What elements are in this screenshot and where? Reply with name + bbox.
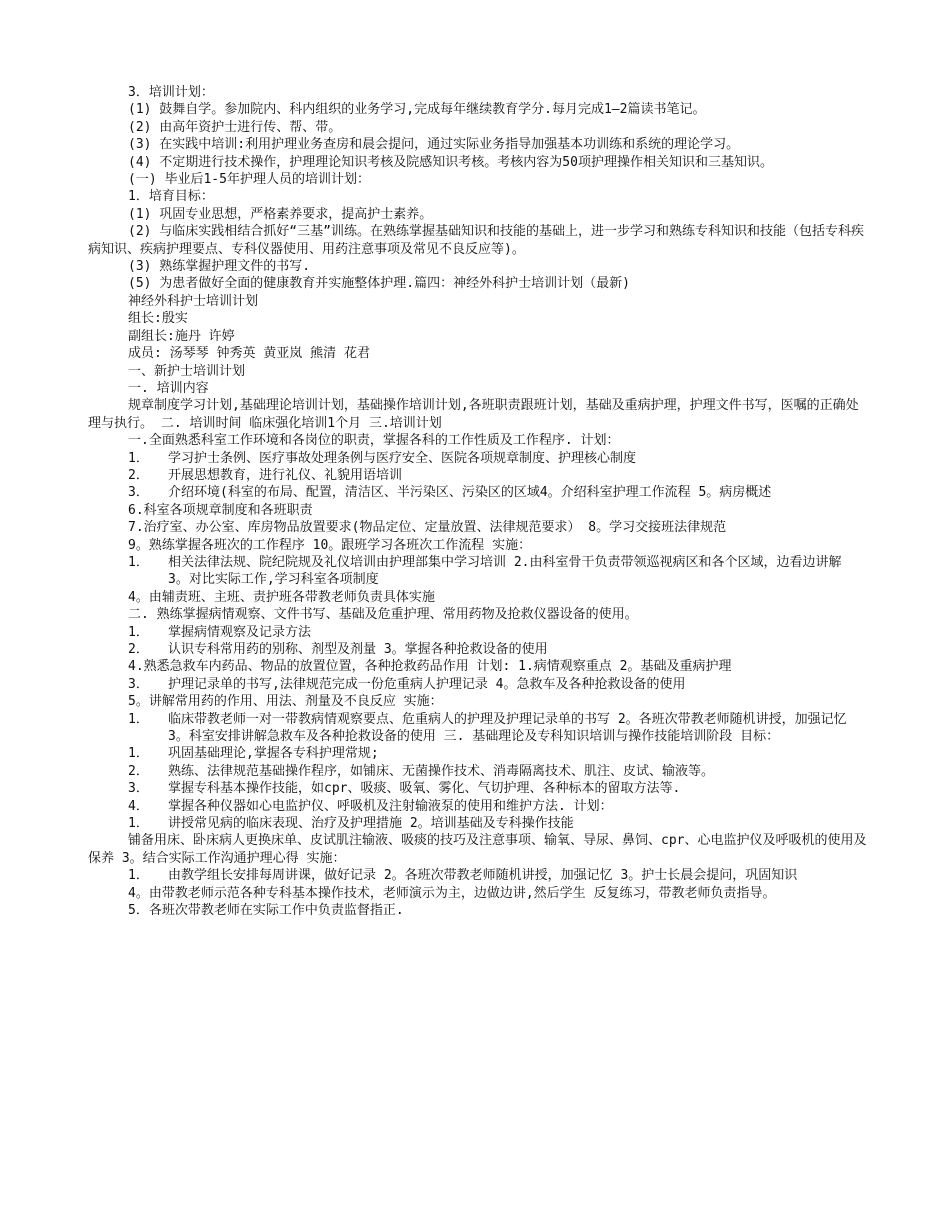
list-item-number: 1．: [128, 554, 149, 570]
paragraph: (2) 由高年资护士进行传、帮、带。: [128, 119, 342, 135]
paragraph: (一) 毕业后1-5年护理人员的培训计划：: [128, 172, 370, 188]
paragraph: (5) 为患者做好全面的健康教育并实施整体护理.篇四：神经外科护士培训计划（最新): [128, 276, 630, 292]
list-item-number: 2．: [128, 642, 149, 657]
list-item-text: 熟练、法律规范基础操作程序，如铺床、无菌操作技术、消毒隔离技术、肌注、皮试、输液等。: [168, 763, 715, 779]
list-item-text: 开展思想教育，进行礼仪、礼貌用语培训: [168, 467, 403, 483]
list-item-text: 护理记录单的书写,法律规范完成一份危重病人护理记录 4。急救车及各种抢救设备的使用: [168, 676, 686, 692]
paragraph: 5．各班次带教老师在实际工作中负责监督指正.: [128, 903, 404, 919]
list-item-number: 1．: [128, 711, 149, 727]
list-item: [88, 450, 868, 467]
paragraph: (2) 与临床实践相结合抓好“三基”训练。在熟练掌握基础知识和技能的基础上，进一步学习和熟练专科知识和技能（包括专科疾病知识、疾病护理要点、专科仪器使用、用药注意事项及常见不良反应等)。: [88, 224, 864, 257]
list-item-text: 掌握专科基本操作技能，如cpr、吸痰、吸氧、雾化、气切护理、各种标本的留取方法等.: [168, 781, 681, 797]
list-item-text: 掌握各种仪器如心电监护仪、呼吸机及注射输液泵的使用和维护方法. 计划：: [168, 798, 613, 814]
paragraph: (1) 鼓舞自学。参加院内、科内组织的业务学习,完成每年继续教育学分.每月完成1—2篇读书笔记。: [128, 102, 706, 118]
list-item-number: 1．: [128, 816, 149, 832]
list-item: [88, 554, 868, 589]
paragraph: 副组长:施丹 许婷: [128, 328, 235, 344]
list-item-number: 3．: [128, 485, 149, 501]
paragraph: (4) 不定期进行技术操作，护理理论知识考核及院感知识考核。考核内容为50项护理操作相关知识和三基知识。: [128, 154, 773, 170]
list-item-number: 1．: [128, 746, 149, 762]
list-item-number: 1．: [128, 868, 149, 884]
list-item-number: 1．: [128, 450, 149, 466]
paragraph: 一. 培训内容: [128, 380, 209, 396]
list-item-number: 3．: [128, 676, 149, 692]
list-item: [88, 467, 868, 484]
paragraph: 1．培育目标：: [128, 189, 214, 205]
list-item-text: 介绍环境(科室的布局、配置，清洁区、半污染区、污染区的区域4。介绍科室护理工作流程 5。病房概述: [168, 485, 772, 501]
paragraph: 5。讲解常用药的作用、用法、剂量及不良反应 实施：: [128, 694, 443, 710]
paragraph: 一.全面熟悉科室工作环境和各岗位的职责，掌握各科的工作性质及工作程序. 计划：: [128, 433, 620, 449]
list-item-number: 1．: [128, 624, 149, 640]
list-item: [88, 780, 868, 797]
paragraph: 组长:殷实: [128, 311, 188, 327]
paragraph: 神经外科护士培训计划: [128, 293, 259, 309]
list-item-text: 讲授常见病的临床表现、治疗及护理措施 2。培训基础及专科操作技能: [168, 816, 574, 832]
list-item-text: 临床带教老师一对一带教病情观察要点、危重病人的护理及护理记录单的书写 2。各班次带教老师随机讲授，加强记忆 3。科室安排讲解急救车及各种抢救设备的使用 三. 基础理论及专科知识培训与操作技能培训阶段 目标：: [168, 711, 847, 745]
paragraph: 4。由辅责班、主班、责护班各带教老师负责具体实施: [128, 589, 435, 605]
paragraph: (1) 巩固专业思想，严格素养要求，提高护士素养。: [128, 206, 433, 222]
paragraph: (3) 在实践中培训:利用护理业务查房和晨会提问，通过实际业务指导加强基本功训练和系统的理论学习。: [128, 137, 740, 153]
paragraph: 4。由带教老师示范各种专科基本操作技术，老师演示为主，边做边讲,然后学生 反复练习，带教老师负责指导。: [128, 885, 776, 901]
list-item: [88, 711, 868, 746]
list-item: [88, 763, 868, 780]
list-item-number: 2．: [128, 467, 149, 483]
list-item: [88, 641, 868, 658]
list-item: [88, 798, 868, 815]
list-item: [88, 484, 868, 501]
list-item: [88, 867, 868, 884]
paragraph: 4.熟悉急救车内药品、物品的放置位置，各种抢救药品作用 计划: 1.病情观察重点 2。基础及重病护理: [128, 659, 732, 675]
list-item-number: 4．: [128, 798, 149, 814]
paragraph: 9。熟练掌握各班次的工作程序 10。跟班学习各班次工作流程 实施：: [128, 537, 532, 553]
document-body: [88, 84, 868, 920]
list-item-number: 2．: [128, 763, 149, 779]
paragraph: (3) 熟练掌握护理文件的书写.: [128, 259, 311, 275]
paragraph: 铺备用床、卧床病人更换床单、皮试肌注输液、吸痰的技巧及注意事项、输氧、导尿、鼻饲、cpr、心电监护仪及呼吸机的使用及保养 3。结合实际工作沟通护理心得 实施：: [88, 833, 867, 866]
list-item: [88, 624, 868, 641]
list-item-text: 认识专科常用药的别称、剂型及剂量 3。掌握各种抢救设备的使用: [168, 642, 548, 657]
paragraph: 二. 熟练掌握病情观察、文件书写、基础及危重护理、常用药物及抢救仪器设备的使用。: [128, 607, 638, 623]
paragraph: 一、新护士培训计划: [128, 363, 246, 379]
list-item-text: 相关法律法规、院纪院规及礼仪培训由护理部集中学习培训 2.由科室骨干负责带领巡视病区和各个区域，边看边讲解 3。对比实际工作,学习科室各项制度: [168, 554, 842, 588]
list-item: [88, 676, 868, 693]
list-item-text: 掌握病情观察及记录方法: [168, 624, 312, 640]
list-item-number: 3．: [128, 781, 149, 797]
paragraph: 成员: 汤琴琴 钟秀英 黄亚岚 熊清 花君: [128, 346, 370, 362]
list-item: [88, 815, 868, 832]
paragraph: 规章制度学习计划,基础理论培训计划，基础操作培训计划,各班职责跟班计划，基础及重病护理，护理文件书写，医嘱的正确处理与执行。 二. 培训时间 临床强化培训1个月 三.培训计划: [88, 398, 859, 431]
list-item-text: 由教学组长安排每周讲课，做好记录 2。各班次带教老师随机讲授，加强记忆 3。护士长晨会提问，巩固知识: [168, 868, 798, 884]
paragraph: 6.科室各项规章制度和各班职责: [128, 502, 313, 518]
list-item: [88, 745, 868, 762]
list-item-text: 学习护士条例、医疗事故处理条例与医疗安全、医院各项规章制度、护理核心制度: [168, 450, 637, 466]
paragraph: 3．培训计划：: [128, 85, 214, 100]
list-item-text: 巩固基础理论,掌握各专科护理常规;: [168, 746, 379, 762]
paragraph: 7.治疗室、办公室、库房物品放置要求(物品定位、定量放置、法律规范要求） 8。学习交接班法律规范: [128, 520, 727, 536]
